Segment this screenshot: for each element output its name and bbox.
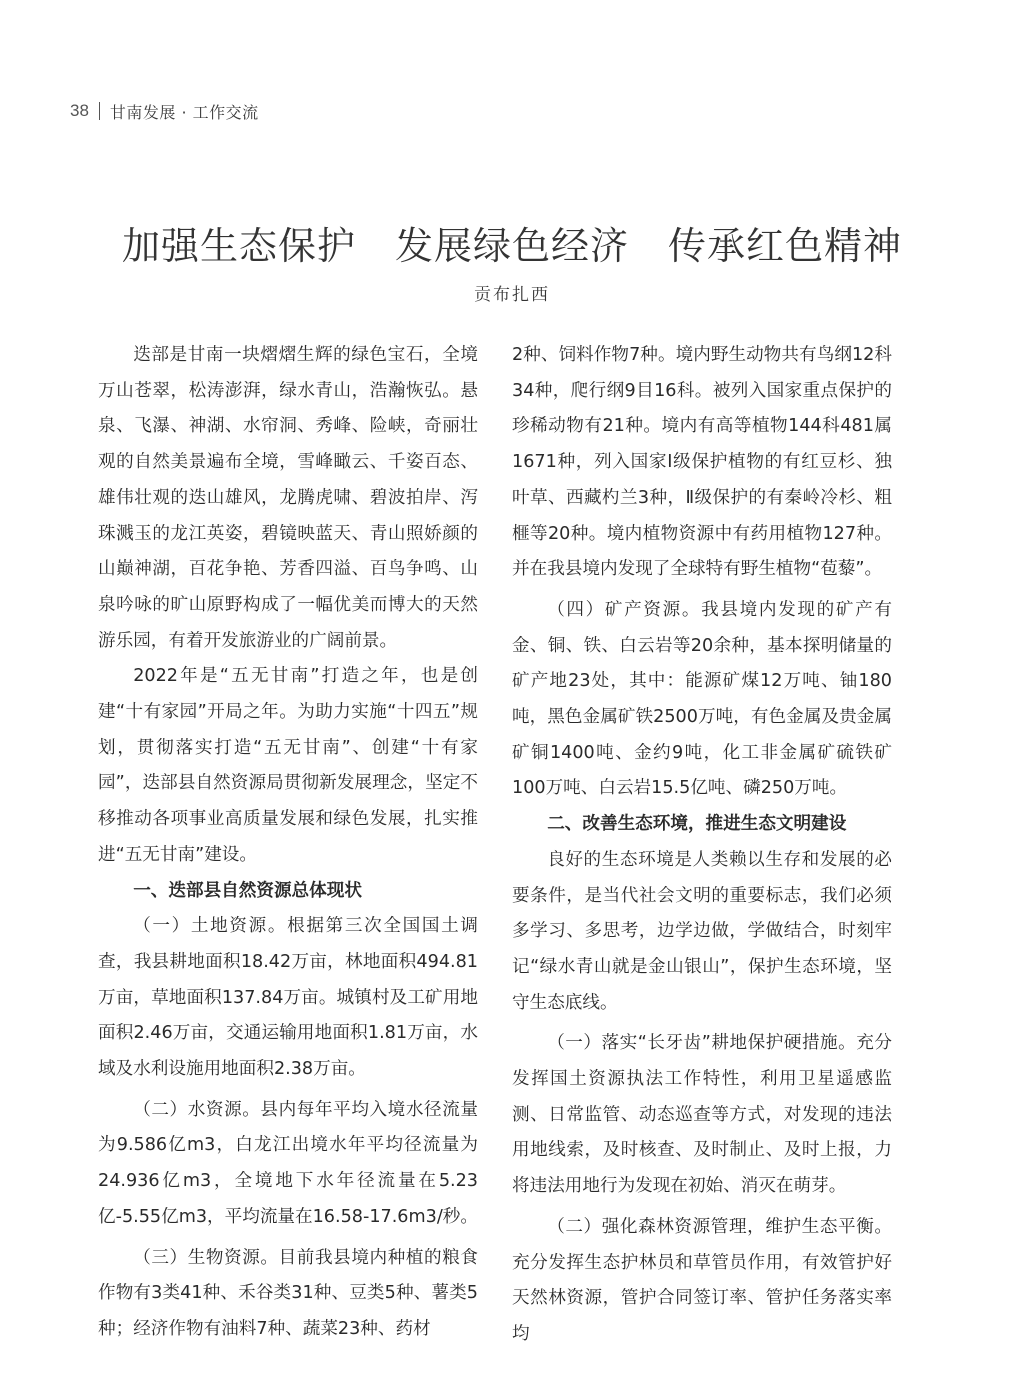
paragraph: （二）强化森林资源管理，维护生态平衡。充分发挥生态护林员和草管员作用，有效管护好天然林资源，管护合同签订率、管护任务落实率均 xyxy=(512,1216,892,1344)
paragraph: （四）矿产资源。我县境内发现的矿产有金、铜、铁、白云岩等20余种，基本探明储量的矿产地23处，其中：能源矿煤12万吨、铀180吨，黑色金属矿铁2500万吨，有色金属及贵金属矿铜1400吨、金约9吨，化工非金属矿硫铁矿100万吨、白云岩15.5亿吨、磷250万吨。 xyxy=(512,599,892,799)
paragraph: （一）土地资源。根据第三次全国国土调查，我县耕地面积18.42万亩，林地面积494.81万亩，草地面积137.84万亩。城镇村及工矿用地面积2.46万亩，交通运输用地面积1.81万亩，水域及水利设施用地面积2.38万亩。 xyxy=(98,916,478,1080)
running-header xyxy=(70,98,259,124)
paragraph: （二）水资源。县内每年平均入境水径流量为9.586亿m3，白龙江出境水年平均径流量为24.936亿m3，全境地下水年径流量在5.23亿-5.55亿m3，平均流量在16.58-17.6m3/秒。 xyxy=(98,1099,478,1227)
paragraph: （三）生物资源。目前我县境内种植的粮食作物有3类41种、禾谷类31种、豆类5种、薯类5种；经济作物有油料7种、蔬菜23种、药材 xyxy=(98,1247,478,1339)
paragraph: 2022年是“五无甘南”打造之年，也是创建“十有家园”开局之年。为助力实施“十四五”规划，贯彻落实打造“五无甘南”、创建“十有家园”，迭部县自然资源局贯彻新发展理念，坚定不移推动各项事业高质量发展和绿色发展，扎实推进“五无甘南”建设。 xyxy=(98,666,478,865)
header-divider xyxy=(99,102,100,120)
paragraph: （一）落实“长牙齿”耕地保护硬措施。充分发挥国土资源执法工作特性，利用卫星遥感监测、日常监管、动态巡查等方式，对发现的违法用地线索，及时核查、及时制止、及时上报，力将违法用地行为发现在初始、消灭在萌芽。 xyxy=(512,1033,892,1197)
article-author: 贡布扎西 xyxy=(474,285,550,305)
column-left xyxy=(98,338,478,1348)
section-heading: 二、改善生态环境，推进生态文明建设 xyxy=(547,814,847,835)
paragraph: 良好的生态环境是人类赖以生存和发展的必要条件，是当代社会文明的重要标志，我们必须多学习、多思考，边学边做，学做结合，时刻牢记“绿水青山就是金山银山”，保护生态环境，坚守生态底线。 xyxy=(512,849,892,1013)
section-label: 甘南发展 · 工作交流 xyxy=(109,102,259,122)
article-title: 加强生态保护 发展绿色经济 传承红色精神 xyxy=(121,224,902,268)
page-number: 38 xyxy=(70,101,89,120)
paragraph: 迭部是甘南一块熠熠生辉的绿色宝石，全境万山苍翠，松涛澎湃，绿水青山，浩瀚恢弘。悬泉、飞瀑、神湖、水帘洞、秀峰、险峡，奇丽壮观的自然美景遍布全境，雪峰瞰云、千姿百态、雄伟壮观的迭山雄风，龙腾虎啸、碧波拍岸、泻珠溅玉的龙江英姿，碧镜映蓝天、青山照娇颜的山巅神湖，百花争艳、芳香四溢、百鸟争鸣、山泉吟咏的旷山原野构成了一幅优美而博大的天然游乐园，有着开发旅游业的广阔前景。 xyxy=(98,345,478,651)
column-right xyxy=(512,338,892,1353)
paragraph-continued: 2种、饲料作物7种。境内野生动物共有鸟纲12科34种，爬行纲9目16科。被列入国家重点保护的珍稀动物有21种。境内有高等植物144科481属1671种，列入国家Ⅰ级保护植物的有红豆杉、独叶草、西藏杓兰3种，Ⅱ级保护的有秦岭冷杉、粗榧等20种。境内植物资源中有药用植物127种。并在我县境内发现了全球特有野生植物“苞藜”。 xyxy=(512,345,892,580)
section-heading: 一、迭部县自然资源总体现状 xyxy=(133,880,362,901)
